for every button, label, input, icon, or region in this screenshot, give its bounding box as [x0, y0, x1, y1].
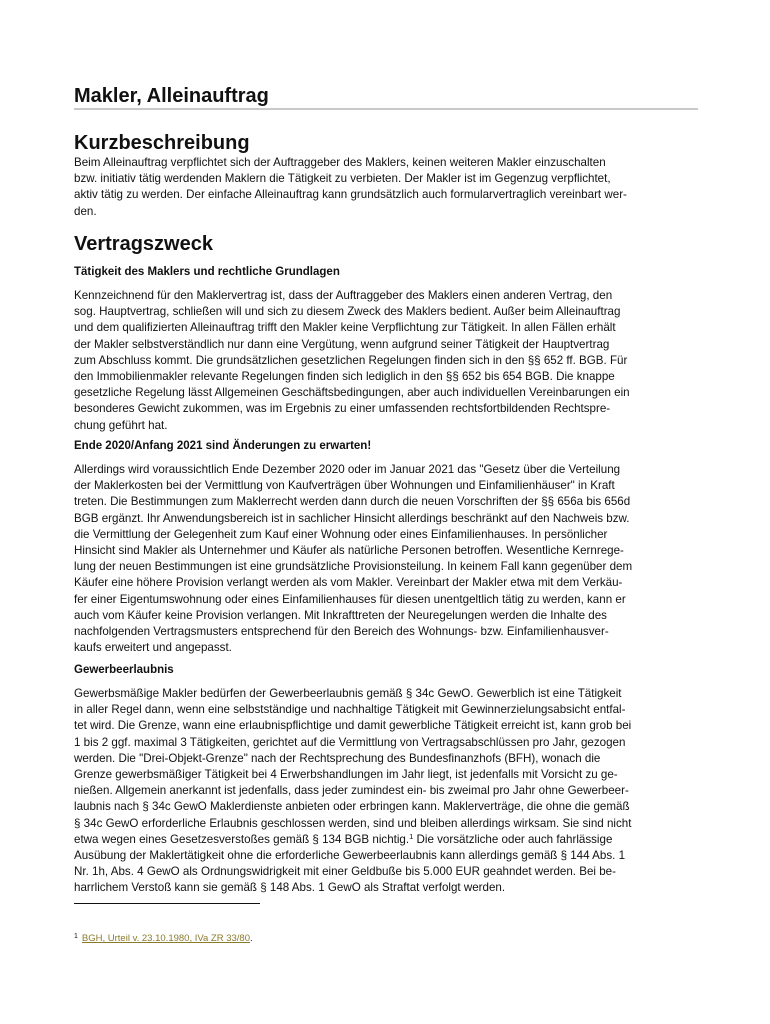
text-line: Allerdings wird voraussichtlich Ende Dezember 2020 oder im Januar 2021 das "Gesetz über die Verteilung [74, 463, 621, 476]
text-line: Gewerbsmäßige Makler bedürfen der Gewerbeerlaubnis gemäß § 34c GewO. Gewerblich ist eine Tätigkeit [74, 687, 622, 700]
text-line: treten. Die Bestimmungen zum Maklerrecht werden dann durch die neuen Vorschriften der §§ 656a bis 656d [74, 495, 631, 509]
text-line: Käufer eine höhere Provision verlangt werden als vom Makler. Vereinbart der Makler etwa mit dem Verkäu- [74, 576, 623, 590]
footnote [74, 930, 253, 946]
text-line: werden. Die "Drei-Objekt-Grenze" nach der Rechtsprechung des Bundesfinanzhofs (BFH), wonach die [74, 751, 601, 765]
text-line-with-footnote [74, 832, 698, 848]
text-line: gesetzliche Regelung lässt Allgemeinen Geschäftsbedingungen, aber auch individuellen Vereinbarungen ein [74, 386, 630, 400]
text-line: auch vom Käufer keine Provision verlangen. Mit Inkrafttreten der Neuregelungen werden die Inhalte des [74, 608, 607, 622]
text-line: den. [74, 204, 97, 218]
text-line: der Maklerkosten bei der Vermittlung von Kaufverträgen über Wohnungen und Einfamilienhäuser" in Kraft [74, 479, 615, 493]
text-line: und dem qualifizierten Alleinauftrag trifft den Makler keine Verpflichtung zur Tätigkeit. In allen Fällen erhält [74, 321, 616, 335]
footnote-link[interactable]: BGH, Urteil v. 23.10.1980, IVa ZR 33/80 [81, 933, 250, 944]
text-line: nießen. Allgemein anerkannt ist jedenfalls, dass jeder zumindest ein- bis zweimal pro Jahr ohne Gewerbeer- [74, 784, 629, 798]
text-line: harrlichem Verstoß kann sie gemäß § 148 Abs. 1 GewO als Straftat verfolgt werden. [74, 881, 506, 895]
text-line: BGB ergänzt. Ihr Anwendungsbereich ist in sachlicher Hinsicht allerdings beschränkt auf den Nachweis bzw. [74, 511, 630, 525]
text-line: nachfolgenden Vertragsmusters entsprechend für den Bereich des Wohnungs- bzw. Einfamilienhausver- [74, 625, 609, 639]
text-line: bzw. initiativ tätig werdenden Maklern die Tätigkeit zu verbieten. Der Makler ist im Gegenzug verpflichtet, [74, 172, 611, 186]
text-line: Grenze gewerbsmäßiger Tätigkeit bei 4 Erwerbshandlungen im Jahr liegt, ist jedenfalls mit Vorsicht zu ge- [74, 768, 618, 782]
text-line: Kennzeichnend für den Maklervertrag ist, dass der Auftraggeber des Maklers einen anderen Vertrag, den [74, 289, 613, 302]
footnote-divider [74, 903, 260, 904]
text-line: § 34c GewO erforderliche Erlaubnis geschlossen werden, sind und bleiben allerdings wirksam. Sie sind nicht [74, 816, 632, 830]
paragraph-taetigkeit [74, 288, 698, 434]
text-line: Hinsicht sind Makler als Unternehmer und Käufer als natürliche Personen betroffen. Wesentliche Kernrege- [74, 544, 624, 558]
text-line: etwa wegen eines Gesetzesverstoßes gemäß § 134 BGB nichtig. [74, 832, 410, 846]
page-title: Makler, Alleinauftrag [74, 84, 698, 110]
section-heading-vertragszweck: Vertragszweck [74, 233, 213, 255]
text-line: chung geführt hat. [74, 418, 168, 432]
text-line: Beim Alleinauftrag verpflichtet sich der Auftraggeber des Maklers, keinen weiteren Makler einzuschalten [74, 156, 606, 169]
footnote-ref[interactable]: 1 [409, 831, 414, 841]
text-line: aktiv tätig zu werden. Der einfache Alleinauftrag kann grundsätzlich auch formularvertraglich vereinbart wer- [74, 188, 627, 202]
paragraph-aenderungen [74, 462, 698, 656]
text-line: die Vermittlung der Gelegenheit zum Kauf einer Wohnung oder eines Einfamilienhauses. In persönlicher [74, 527, 608, 541]
subheading-gewerbeerlaubnis: Gewerbeerlaubnis [74, 664, 174, 676]
text-line-tail: Die vorsätzliche oder auch fahrlässige [413, 832, 613, 846]
text-line: tet wird. Die Grenze, wann eine erlaubnispflichtige und damit gewerbliche Tätigkeit erreicht ist, kann grob bei [74, 719, 632, 733]
text-line: sog. Hauptvertrag, schließen will und sich zu diesem Zweck des Maklers bedient. Außer beim Alleinauftrag [74, 305, 621, 319]
text-line: kaufs erweitert und angepasst. [74, 641, 232, 655]
text-line: den Immobilienmakler relevante Regelungen finden sich lediglich in den §§ 652 bis 654 BGB. Die knappe [74, 370, 615, 384]
text-line: laubnis nach § 34c GewO Maklerdienste anbieten oder erbringen kann. Maklerverträge, die ohne die gemäß [74, 800, 630, 814]
text-line: besonderes Gewicht zukommen, was im Ergebnis zu einer umfassenden rechtsfortbildenden Rechtspre- [74, 402, 611, 416]
footnote-number: 1 [74, 933, 78, 940]
text-line: 1 bis 2 ggf. maximal 3 Tätigkeiten, gerichtet auf die Vermittlung von Vertragsabschlüssen pro Jahr, gezogen [74, 735, 626, 749]
paragraph-gewerbeerlaubnis [74, 686, 698, 897]
text-line: in aller Regel dann, wenn eine selbstständige und nachhaltige Tätigkeit mit Gewinnerzielungsabsicht entfal- [74, 703, 626, 717]
subheading-taetigkeit: Tätigkeit des Maklers und rechtliche Grundlagen [74, 266, 340, 278]
section-heading-kurzbeschreibung: Kurzbeschreibung [74, 132, 250, 154]
subheading-aenderungen: Ende 2020/Anfang 2021 sind Änderungen zu erwarten! [74, 440, 372, 452]
text-line: Nr. 1h, Abs. 4 GewO als Ordnungswidrigkeit mit einer Geldbuße bis 5.000 EUR geahndet werden. Bei be- [74, 865, 616, 879]
text-line: lung der neuen Bestimmungen ist eine grundsätzliche Provisionsteilung. In keinem Fall kann gegenüber dem [74, 560, 633, 574]
paragraph-kurzbeschreibung [74, 155, 698, 220]
text-line: fer einer Eigentumswohnung oder eines Einfamilienhauses für diesen unentgeltlich tätig zu werden, kann er [74, 592, 626, 606]
text-line: Ausübung der Maklertätigkeit ohne die erforderliche Gewerbeerlaubnis kann allerdings gemäß § 144 Abs. 1 [74, 849, 626, 863]
footnote-after: . [250, 933, 253, 944]
text-line: zum Abschluss kommt. Die grundsätzlichen gesetzlichen Regelungen finden sich in den §§ 652 ff. BGB. Für [74, 353, 628, 367]
text-line: der Makler selbstverständlich nur dann eine Vergütung, wenn aufgrund seiner Tätigkeit der Hauptvertrag [74, 337, 610, 351]
